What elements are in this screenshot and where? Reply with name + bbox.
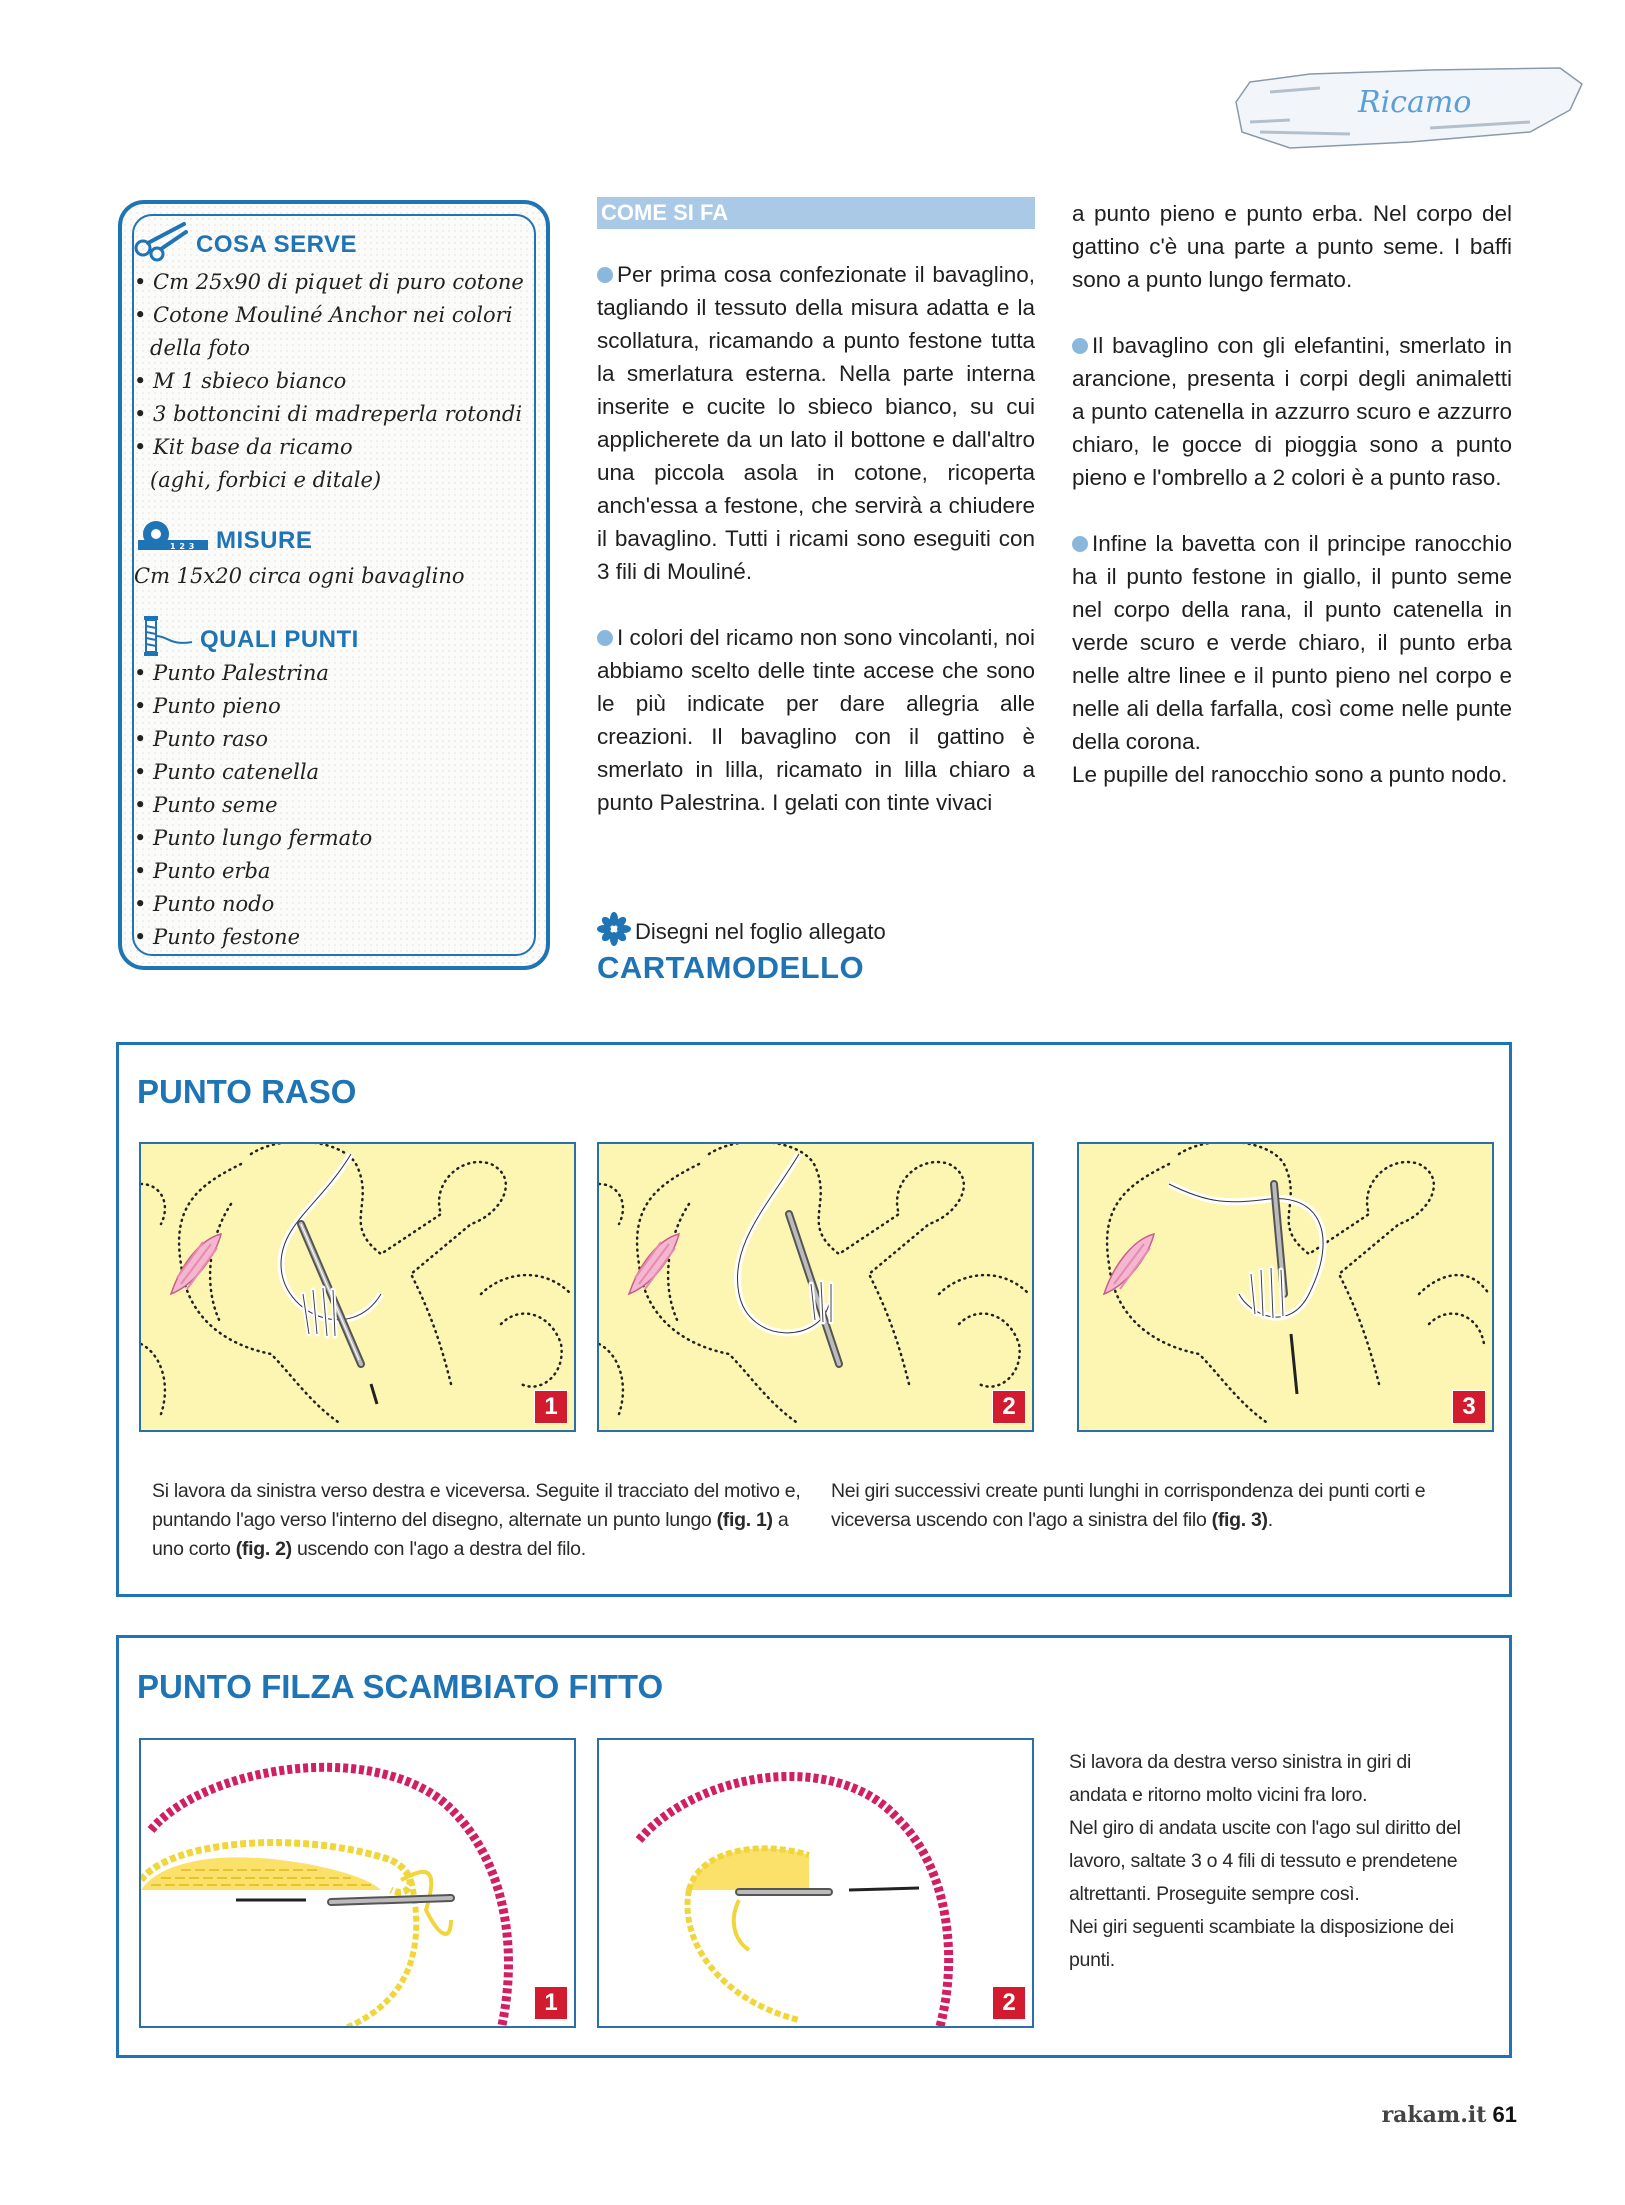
quali-punti-list bbox=[134, 657, 372, 954]
pattern-note bbox=[597, 912, 886, 986]
instructions-paragraph: a punto pieno e punto erba. Nel corpo del gattino c'è una parte a punto seme. I baffi sono a punto lungo fermato. bbox=[1072, 201, 1512, 292]
misure-heading: 1 2 3 MISURE bbox=[136, 520, 312, 561]
cosa-serve-list bbox=[134, 266, 524, 497]
instructions-column-2 bbox=[1072, 197, 1512, 824]
punto-raso-caption-left: Si lavora da sinistra verso destra e viceversa. Seguite il tracciato del motivo e, puntando l'ago verso l'interno del disegno, alternate un punto lungo (fig. 1) a uno corto (fig. 2) uscendo con l'ago a destra del filo. bbox=[152, 1480, 801, 1560]
instructions-paragraph: Il bavaglino con gli elefantini, smerlato in arancione, presenta i corpi degli animaletti a punto catenella in azzurro scuro e azzurro chiaro, le gocce di pioggia sono a punto pieno e l'ombrello a 2 colori è a punto raso. bbox=[1072, 333, 1512, 490]
list-item: • Punto raso bbox=[134, 727, 268, 751]
site-name: rakam.it bbox=[1381, 2102, 1487, 2128]
list-item: • Punto Palestrina bbox=[134, 661, 329, 685]
punto-raso-title: PUNTO RASO bbox=[137, 1073, 357, 1110]
figure-number: 1 bbox=[534, 1390, 568, 1424]
punto-raso-figure-3 bbox=[1077, 1142, 1494, 1432]
list-item: • Punto festone bbox=[134, 925, 301, 949]
pattern-note-title: CARTAMODELLO bbox=[597, 950, 865, 985]
pattern-note-small: Disegni nel foglio allegato bbox=[635, 919, 886, 944]
list-item: • Punto nodo bbox=[134, 892, 275, 916]
figure-number: 2 bbox=[992, 1390, 1026, 1424]
punto-raso-figure-1 bbox=[139, 1142, 576, 1432]
list-item: • M 1 sbieco bianco bbox=[134, 369, 347, 393]
instructions-paragraph: Le pupille del ranocchio sono a punto nodo. bbox=[1072, 762, 1508, 787]
punto-filza-figure-1 bbox=[139, 1738, 576, 2028]
list-item: • Cm 25x90 di piquet di puro cotone bbox=[134, 270, 524, 294]
punto-filza-title: PUNTO FILZA SCAMBIATO FITTO bbox=[137, 1668, 664, 1705]
bullet-dot-icon bbox=[1072, 338, 1088, 354]
section-tag bbox=[1230, 62, 1590, 152]
list-item: • Kit base da ricamo bbox=[134, 435, 353, 459]
punto-raso-figure-2 bbox=[597, 1142, 1034, 1432]
figure-number: 3 bbox=[1452, 1390, 1486, 1424]
list-item: • Cotone Mouliné Anchor nei colori bbox=[134, 303, 513, 327]
come-si-fa-header: COME SI FA bbox=[597, 197, 1035, 229]
materials-box bbox=[118, 200, 550, 970]
list-item: • Punto erba bbox=[134, 859, 271, 883]
instructions-paragraph: Per prima cosa confezionate il bavaglino, tagliando il tessuto della misura adatta e la scollatura, ricamando a punto festone tutta la smerlatura esterna. Nella parte interna inserite e cucite lo sbieco bianco, su cui applicherete da un lato il bottone e dall'altro una piccola asola in cotone, ricoperta anch'essa a festone, che servirà a chiudere il bavaglino. Tutti i ricami sono eseguiti con 3 fili di Mouliné. bbox=[597, 262, 1035, 584]
figure-number: 2 bbox=[992, 1986, 1026, 2020]
instructions-paragraph: Infine la bavetta con il principe ranocchio ha il punto festone in giallo, il punto seme nel corpo della rana, il punto catenella in verde scuro e verde chiaro, il punto erba nelle altre linee e il punto pieno nel corpo e nelle ali della farfalla, così come nelle punte della corona. bbox=[1072, 531, 1512, 754]
asterisk-flower-icon bbox=[597, 912, 631, 952]
punto-raso-box bbox=[116, 1042, 1512, 1597]
quali-punti-heading: QUALI PUNTI bbox=[138, 612, 359, 667]
punto-filza-figure-2 bbox=[597, 1738, 1034, 2028]
page-footer bbox=[1382, 2102, 1517, 2128]
instructions-paragraph: I colori del ricamo non sono vincolanti, noi abbiamo scelto delle tinte accese che sono le più indicate per dare allegria alle creazioni. Il bavaglino con il gattino è smerlato in lilla, ricamato in lilla chiaro a punto Palestrina. I gelati con tinte vivaci bbox=[597, 625, 1035, 815]
svg-text:1 2 3: 1 2 3 bbox=[170, 542, 195, 551]
scissors-icon bbox=[134, 220, 190, 269]
cosa-serve-heading: COSA SERVE bbox=[134, 220, 357, 269]
list-item: • Punto seme bbox=[134, 793, 278, 817]
misure-text: Cm 15x20 circa ogni bavaglino bbox=[134, 564, 465, 588]
list-item: • Punto lungo fermato bbox=[134, 826, 373, 850]
punto-raso-caption-right: Nei giri successivi create punti lunghi in corrispondenza dei punti corti e viceversa uscendo con l'ago a sinistra del filo (fig. 3). bbox=[831, 1480, 1426, 1531]
instructions-column-1 bbox=[597, 258, 1035, 852]
punto-filza-box bbox=[116, 1635, 1512, 2058]
list-item: • 3 bottoncini di madreperla rotondi bbox=[134, 402, 523, 426]
list-item: • Punto pieno bbox=[134, 694, 281, 718]
list-item: • Punto catenella bbox=[134, 760, 320, 784]
punto-filza-caption: Si lavora da destra verso sinistra in giri di andata e ritorno molto vicini fra loro. Nel giro di andata uscite con l'ago sul diritto del lavoro, saltate 3 o 4 fili di tessuto e prendetene altrettanti. Proseguite sempre così. Nei giri seguenti scambiate la disposizione dei punti. bbox=[1069, 1751, 1461, 1971]
section-tag-label: Ricamo bbox=[1358, 85, 1472, 120]
bullet-dot-icon bbox=[597, 267, 613, 283]
page-number: 61 bbox=[1492, 2102, 1517, 2127]
list-item: della foto bbox=[150, 336, 250, 360]
bullet-dot-icon bbox=[1072, 536, 1088, 552]
measuring-tape-icon bbox=[136, 520, 210, 561]
bullet-dot-icon bbox=[597, 630, 613, 646]
list-item: (aghi, forbici e ditale) bbox=[150, 468, 382, 492]
figure-number: 1 bbox=[534, 1986, 568, 2020]
